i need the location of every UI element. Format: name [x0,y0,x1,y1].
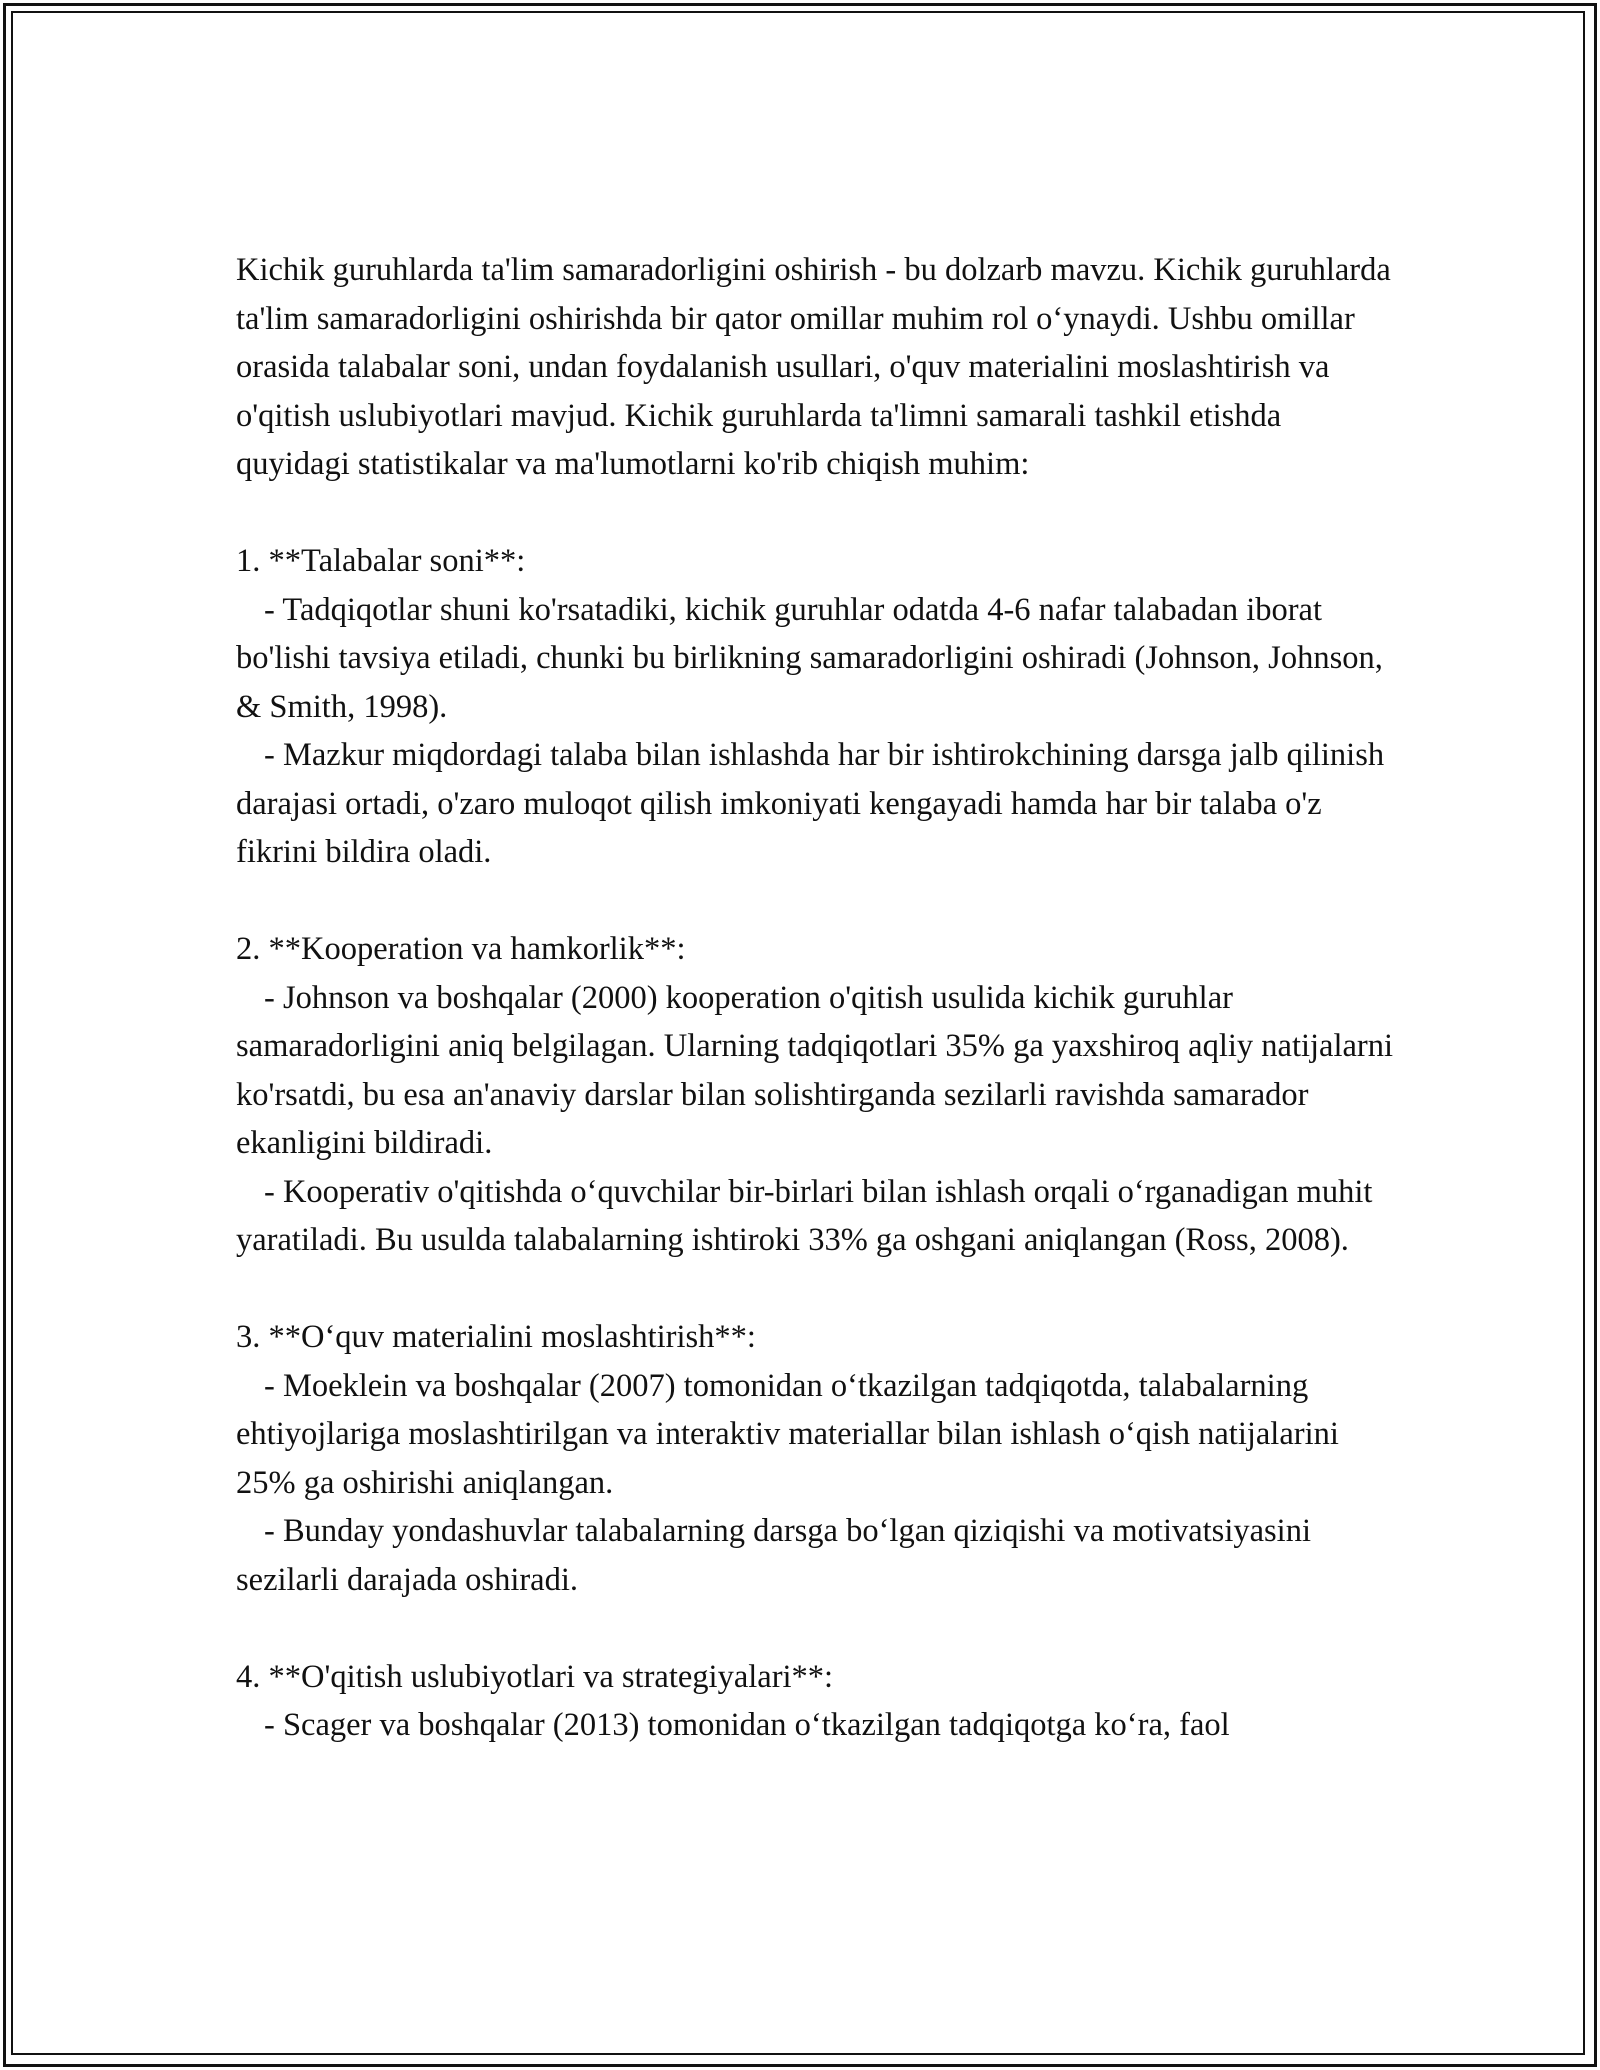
bullet-text: - Scager va boshqalar (2013) tomonidan o‘tkazilgan tadqiqotga ko‘ra, faol [264,1707,1230,1743]
bullet-item [236,1701,1396,1750]
intro-paragraph: Kichik guruhlarda ta'lim samaradorligini oshirish - bu dolzarb mavzu. Kichik guruhlarda ta'lim samaradorligini oshirishda bir qator omillar muhim rol o‘ynaydi. Ushbu omillar orasida talabalar soni, undan foydalanish usullari, o'quv materialini moslashtirish va o'qitish uslubiyotlari mavjud. Kichik guruhlarda ta'limni samarali tashkil etishda quyidagi statistikalar va ma'lumotlarni ko'rib chiqish muhim: [236,252,1399,482]
bullet-item [236,586,1396,732]
bullet-text: - Mazkur miqdordagi talaba bilan ishlashda har bir ishtirokchining darsga jalb qilinish darajasi ortadi, o'zaro muloqot qilish imkoniyati kengayadi hamda har bir talaba o'z fikrini bildira oladi. [236,737,1385,870]
bullet-item [236,731,1396,877]
section-heading: 4. **O'qitish uslubiyotlari va strategiyalari**: [236,1658,834,1695]
bullet-text: - Tadqiqotlar shuni ko'rsatadiki, kichik guruhlar odatda 4-6 nafar talabadan iborat bo'lishi tavsiya etiladi, chunki bu birlikning samaradorligini oshiradi (Johnson, Johnson, & Smith, 1998). [236,591,1383,725]
section-heading: 3. **O‘quv materialini moslashtirish**: [236,1319,756,1355]
bullet-text: - Kooperativ o'qitishda o‘quvchilar bir-birlari bilan ishlash orqali o‘rganadigan muhit yaratiladi. Bu usulda talabalarning ishtiroki 33% ga oshgani aniqlangan (Ross, 2008). [236,1173,1373,1258]
bullet-text: - Moeklein va boshqalar (2007) tomonidan o‘tkazilgan tadqiqotda, talabalarning ehtiyojlariga moslashtirilgan va interaktiv materiallar bilan ishlash o‘qish natijalarini 25% ga oshirishi aniqlangan. [236,1367,1339,1501]
section-talabalar-soni [236,537,1396,877]
section-material [236,1313,1396,1604]
bullet-text: - Johnson va boshqalar (2000) kooperation o'qitish usulida kichik guruhlar samaradorligini aniq belgilagan. Ularning tadqiqotlari 35% ga yaxshiroq aqliy natijalarni ko'rsatdi, bu esa an'anaviy darslar bilan solishtirganda sezilarli ravishda samarador ekanligini bildiradi. [236,979,1394,1161]
bullet-item [236,974,1396,1168]
section-heading: 2. **Kooperation va hamkorlik**: [236,931,686,967]
section-uslubiyot [236,1653,1396,1750]
section-heading: 1. **Talabalar soni**: [236,543,526,579]
bullet-item [236,1168,1396,1265]
bullet-text: - Bunday yondashuvlar talabalarning darsga bo‘lgan qiziqishi va motivatsiyasini sezilarli darajada oshiradi. [236,1513,1311,1598]
section-kooperation [236,925,1396,1265]
bullet-item [236,1362,1396,1508]
document-body [236,246,1399,1750]
bullet-item [236,1507,1396,1604]
